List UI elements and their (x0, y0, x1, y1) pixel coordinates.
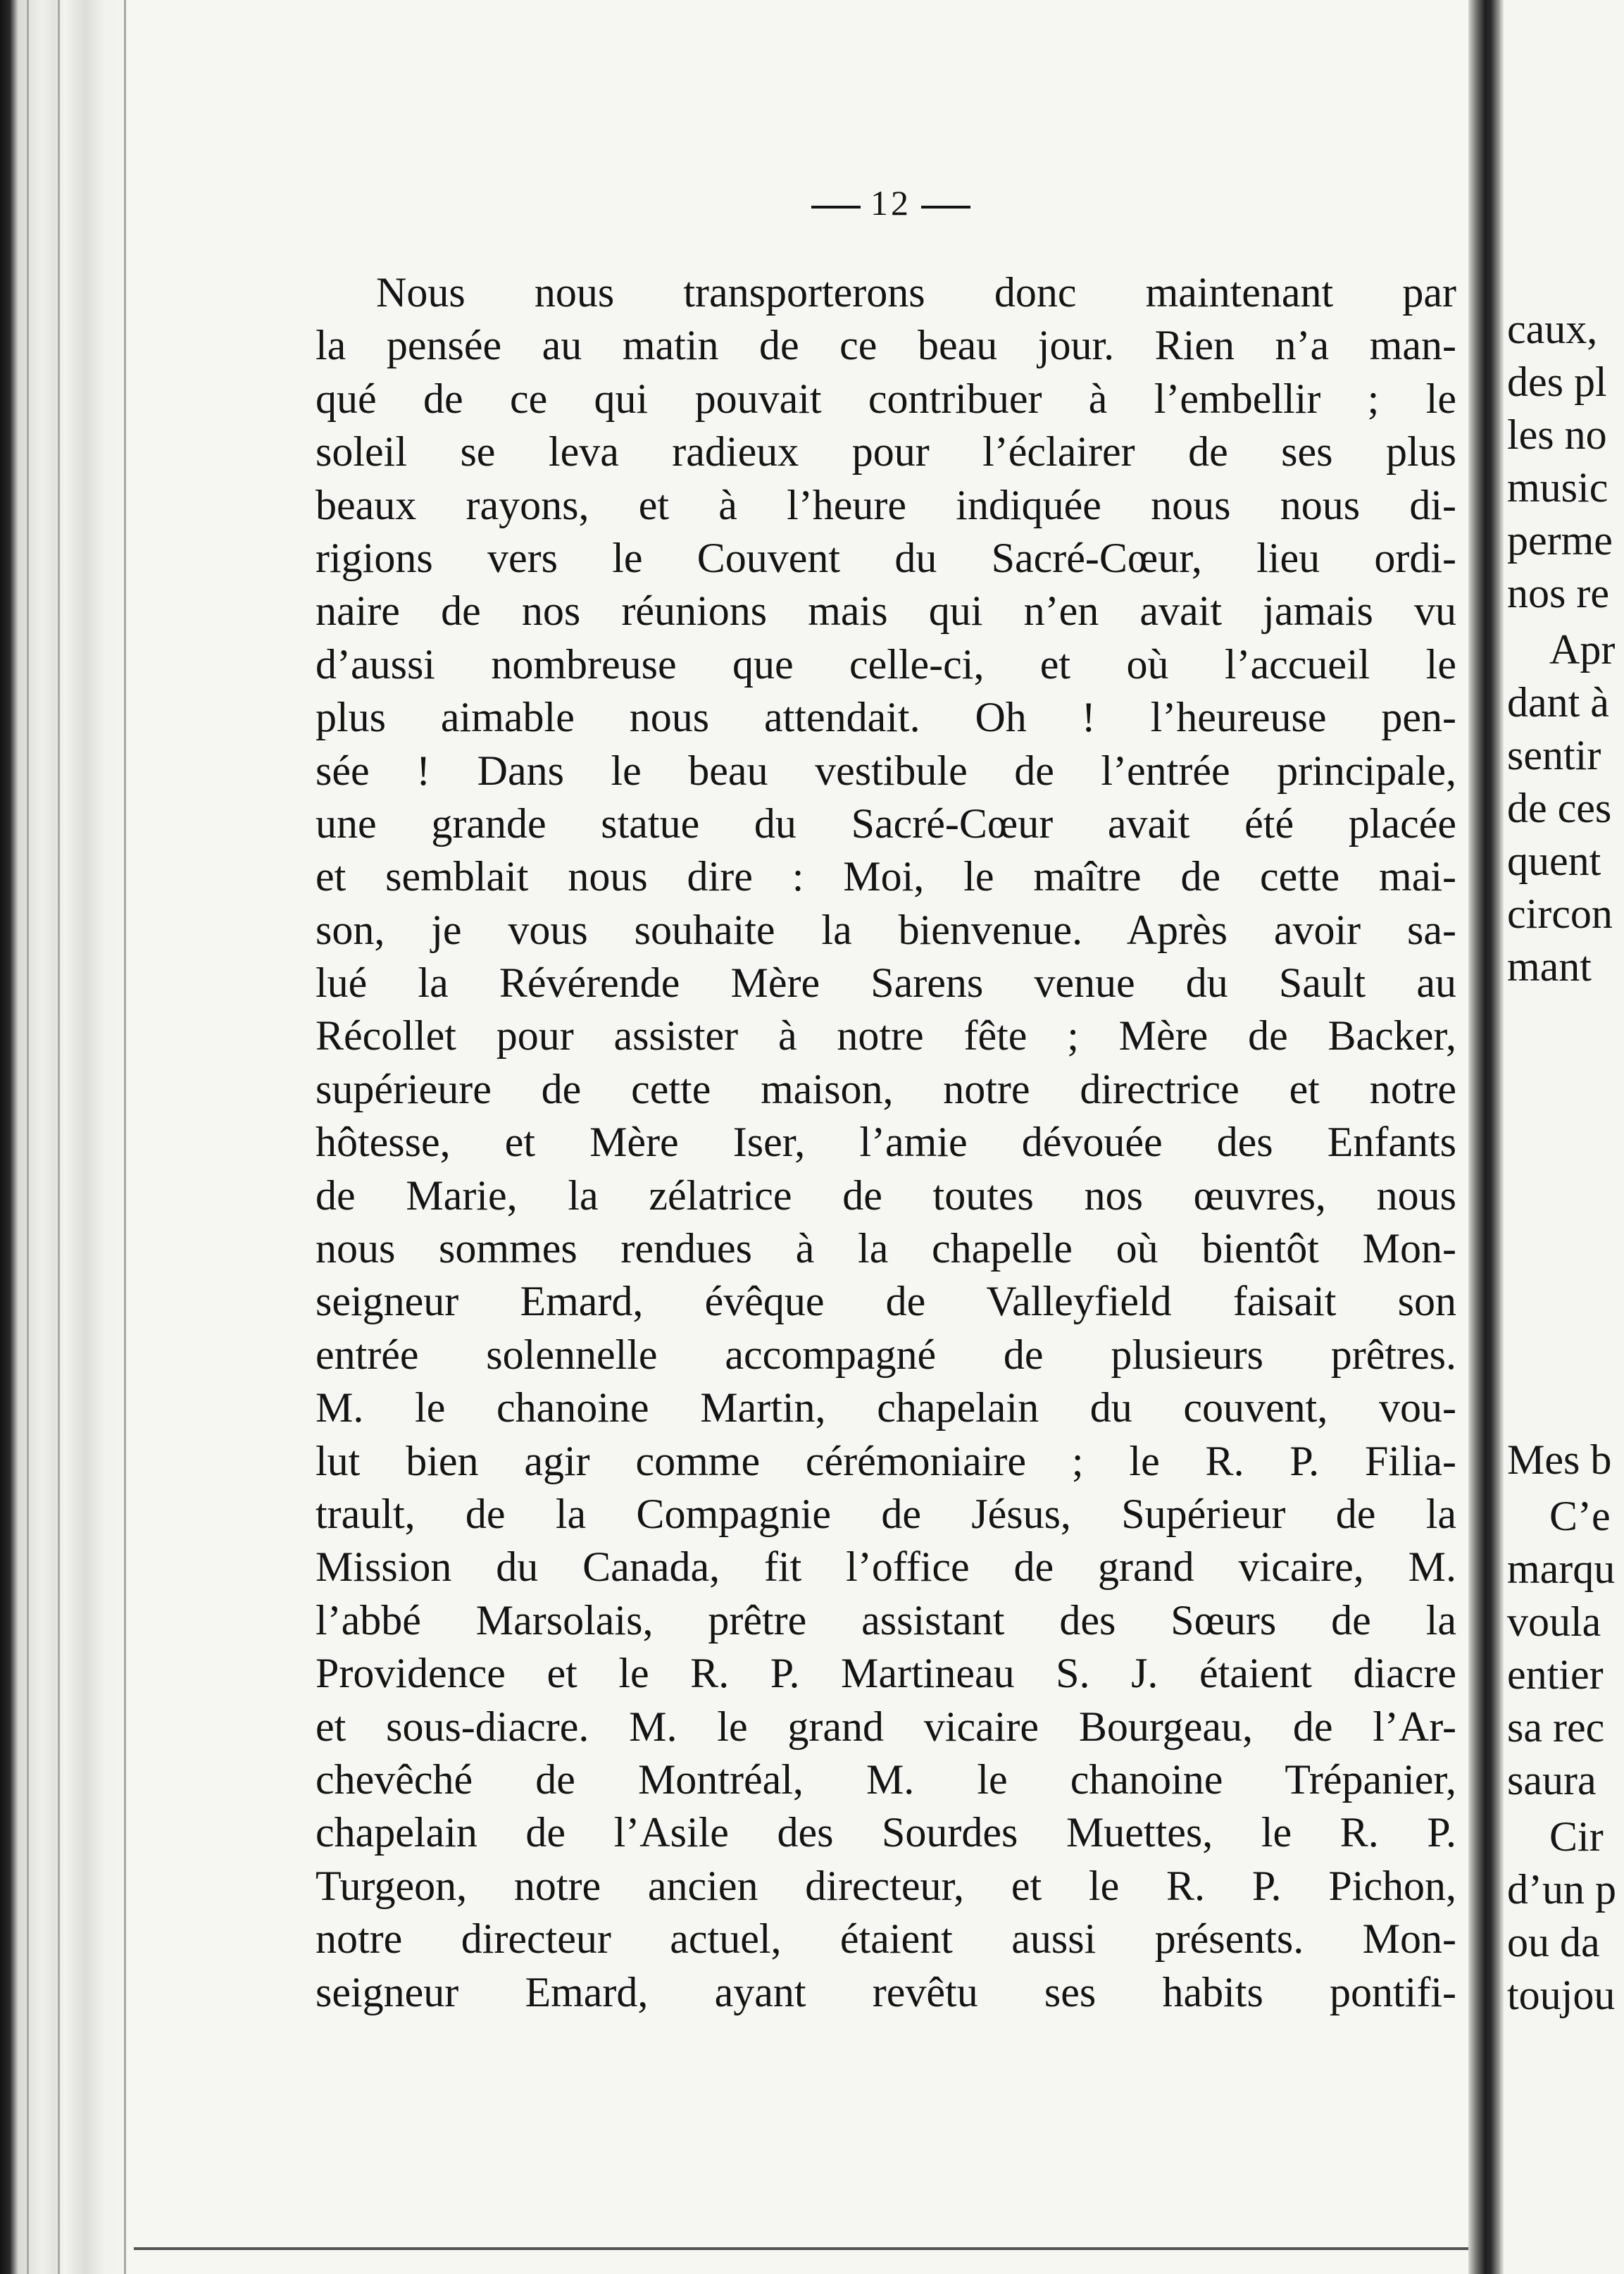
fragment-text-line: perme (1507, 517, 1613, 564)
fragment-text-line: C’e (1549, 1493, 1611, 1539)
text-line: et sous-diacre. M. le grand vicaire Bourgeau, de l’Ar- (316, 1703, 1456, 1750)
page-edge-line (27, 0, 29, 2274)
text-line: d’aussi nombreuse que celle-ci, et où l’accueil le (316, 640, 1456, 688)
page-edge-line (124, 0, 126, 2274)
page-edge-line (58, 0, 60, 2274)
text-line: chevêché de Montréal, M. le chanoine Trépanier, (316, 1756, 1456, 1803)
text-line: plus aimable nous attendait. Oh ! l’heureuse pen- (316, 694, 1456, 741)
text-line: entrée solennelle accompagné de plusieurs prêtres. (316, 1331, 1456, 1378)
text-line: lué la Révérende Mère Sarens venue du Sault au (316, 959, 1456, 1007)
text-line: une grande statue du Sacré-Cœur avait été placée (316, 800, 1456, 847)
page-number-dash-right (921, 206, 970, 209)
text-line: la pensée au matin de ce beau jour. Rien n’a man- (316, 322, 1456, 369)
book-gutter (1468, 0, 1504, 2274)
fragment-text-line: de ces (1507, 785, 1612, 831)
fragment-text-line: Apr (1549, 626, 1616, 673)
page-bottom-edge (134, 2247, 1472, 2250)
text-line: M. le chanoine Martin, chapelain du couvent, vou- (316, 1384, 1456, 1431)
text-line: Mission du Canada, fit l’office de grand vicaire, M. (316, 1543, 1456, 1591)
text-line: lut bien agir comme cérémoniaire ; le R. P. Filia- (316, 1437, 1456, 1484)
fragment-text-line: ou da (1507, 1919, 1600, 1965)
text-line: Turgeon, notre ancien directeur, et le R. P. Pichon, (316, 1862, 1456, 1909)
fragment-text-line: dant à (1507, 679, 1609, 726)
fragment-text-line: quent (1507, 838, 1601, 884)
fragment-text-line: mant (1507, 943, 1592, 990)
book-left-edge (0, 0, 141, 2274)
fragment-text-line: caux, (1507, 306, 1598, 352)
text-line: beaux rayons, et à l’heure indiquée nous nous di- (316, 481, 1456, 528)
text-line: et semblait nous dire : Moi, le maître de cette mai- (316, 853, 1456, 900)
fragment-text-line: nos re (1507, 570, 1609, 616)
text-line: nous sommes rendues à la chapelle où bientôt Mon- (316, 1225, 1456, 1272)
text-line: seigneur Emard, ayant revêtu ses habits pontifi- (316, 1968, 1456, 2015)
fragment-text-line: les no (1507, 411, 1607, 458)
fragment-text-line: sa rec (1507, 1704, 1605, 1751)
text-line: chapelain de l’Asile des Sourdes Muettes, le R. P. (316, 1809, 1456, 1856)
fragment-text-line: marqu (1507, 1546, 1616, 1592)
page-number (796, 182, 986, 224)
text-line: l’abbé Marsolais, prêtre assistant des Sœurs de la (316, 1596, 1456, 1644)
text-line: notre directeur actuel, étaient aussi présents. Mon- (316, 1915, 1456, 1963)
text-line: hôtesse, et Mère Iser, l’amie dévouée des Enfants (316, 1119, 1456, 1166)
text-line: naire de nos réunions mais qui n’en avait jamais vu (316, 588, 1456, 635)
fragment-text-line: des pl (1507, 359, 1607, 405)
text-line: rigions vers le Couvent du Sacré-Cœur, lieu ordi- (316, 534, 1456, 581)
fragment-text-line: toujou (1507, 1972, 1616, 2018)
text-line: sée ! Dans le beau vestibule de l’entrée principale, (316, 747, 1456, 794)
fragment-text-line: d’un p (1507, 1866, 1616, 1913)
body-paragraph (316, 266, 1456, 2019)
text-line: Nous nous transporterons donc maintenant par (376, 269, 1456, 316)
text-line: supérieure de cette maison, notre directrice et notre (316, 1065, 1456, 1112)
text-line: de Marie, la zélatrice de toutes nos œuvres, nous (316, 1172, 1456, 1219)
page-number-value: 12 (870, 183, 911, 223)
fragment-text-line: saura (1507, 1757, 1597, 1803)
fragment-text-line: Cir (1549, 1813, 1604, 1860)
text-line: Providence et le R. P. Martineau S. J. étaient diacre (316, 1650, 1456, 1697)
fragment-text-line: entier (1507, 1651, 1604, 1698)
fragment-text-line: Mes b (1507, 1436, 1612, 1483)
text-line: Récollet pour assister à notre fête ; Mère de Backer, (316, 1012, 1456, 1060)
text-line: soleil se leva radieux pour l’éclairer de ses plus (316, 428, 1456, 476)
fragment-text-line: music (1507, 464, 1609, 511)
page-number-dash-left (811, 206, 861, 209)
fragment-text-line: voula (1507, 1598, 1601, 1645)
text-line: son, je vous souhaite la bienvenue. Après avoir sa- (316, 906, 1456, 953)
fragment-text-line: circon (1507, 890, 1613, 937)
text-line: trault, de la Compagnie de Jésus, Supérieur de la (316, 1490, 1456, 1537)
text-line: seigneur Emard, évêque de Valleyfield faisait son (316, 1278, 1456, 1325)
text-line: qué de ce qui pouvait contribuer à l’embellir ; le (316, 375, 1456, 422)
fragment-text-line: sentir (1507, 732, 1601, 778)
